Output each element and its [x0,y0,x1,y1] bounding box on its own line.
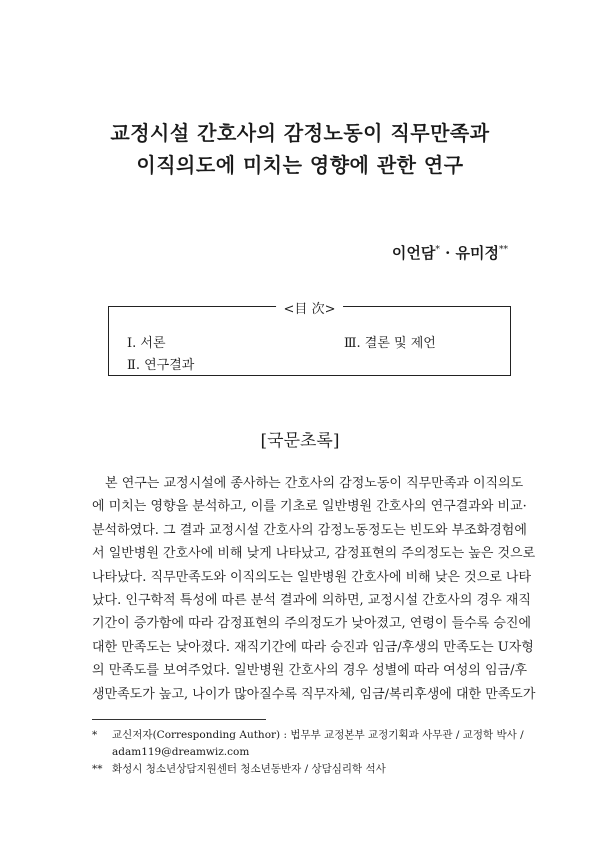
footnote-coauthor [92,761,518,778]
abstract-line: 본 연구는 교정시설에 종사하는 간호사의 감정노동이 직무만족과 이직의도 [105,476,524,491]
author-name-2: 유미정 [455,244,499,262]
author-line [392,242,508,263]
author-marker-2: ** [499,245,508,255]
abstract-line: 나타났다. 직무만족도와 이직의도는 일반병원 간호사에 비해 낮은 것으로 나타 [92,569,532,585]
abstract-line: 대한 만족도는 낮아졌다. 재직기간에 따라 승진과 임금/후생의 만족도는 U자형 [92,639,534,655]
author-separator: · [439,244,456,262]
paper-title-line-1: 교정시설 간호사의 감정노동이 직무만족과 [110,121,490,145]
abstract-line: 분석하였다. 그 결과 교정시설 간호사의 감정노동정도는 빈도와 부조화경험에 [92,522,527,538]
toc-heading: <目 次> [276,298,344,317]
paper-title-line-2: 이직의도에 미치는 영향에 관한 연구 [136,153,464,177]
toc-item-conclusion: Ⅲ. 결론 및 제언 [344,336,436,351]
abstract-line: 기간이 증가함에 따라 감정표현의 주의정도가 낮아졌고, 연령이 들수록 승진에 [92,616,532,632]
footnote-mark: * [92,729,98,741]
footnote-mark: ** [92,763,103,775]
footnotes [92,727,524,778]
footnote-line: 화성시 청소년상담지원센터 청소년동반자 / 상담심리학 석사 [112,763,386,775]
abstract-body [92,472,536,706]
toc-item-introduction: Ⅰ. 서론 [127,336,166,351]
footnote-line: 교신저자(Corresponding Author) : 법무부 교정본부 교정기획과 사무관 / 교정학 박사 / [112,729,524,741]
author-marker-1: * [435,245,440,255]
footnote-divider [92,719,266,720]
abstract-line: 났다. 인구학적 특성에 따른 분석 결과에 의하면, 교정시설 간호사의 경우 재직 [92,592,531,608]
toc-item-results: Ⅱ. 연구결과 [127,358,195,373]
footnote-email: adam119@dreamwiz.com [112,746,250,758]
abstract-heading: [국문초록] [260,431,340,451]
table-of-contents [108,302,511,376]
abstract-line: 생만족도가 높고, 나이가 많아질수록 직무자체, 임금/복리후생에 대한 만족도가 [92,686,536,702]
abstract-line: 의 만족도를 보여주었다. 일반병원 간호사의 경우 성별에 따라 여성의 임금/후 [92,663,528,679]
footnote-corresponding-author [92,727,524,761]
author-name-1: 이언담 [391,244,436,262]
abstract-line: 에 미치는 영향을 분석하고, 이를 기초로 일반병원 간호사의 연구결과와 비교· [92,499,527,515]
abstract-line: 서 일반병원 간호사에 비해 낮게 나타났고, 감정표현의 주의정도는 높은 것으로 [92,546,536,562]
